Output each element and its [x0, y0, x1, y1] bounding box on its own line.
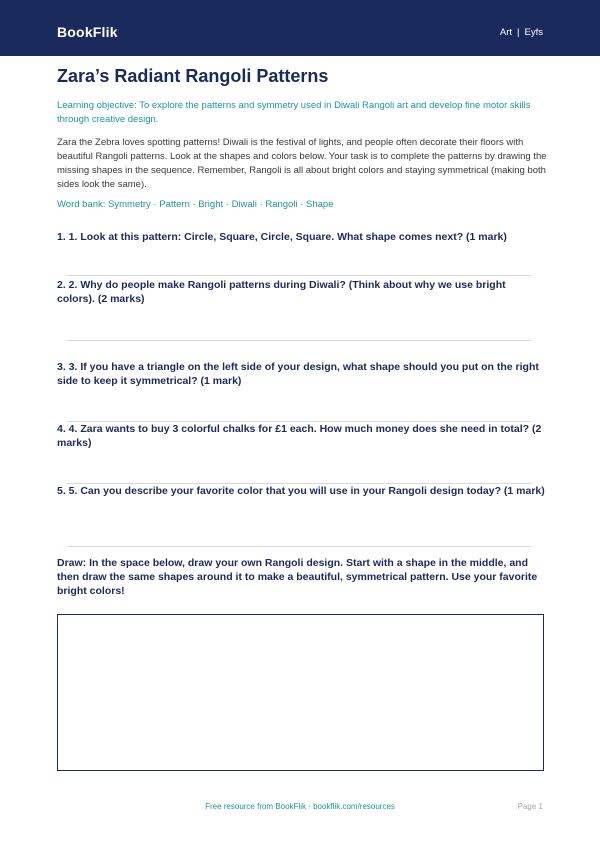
answer-line-5[interactable] [67, 546, 531, 547]
footer-text[interactable]: Free resource from BookFlik · bookflik.com/resources [205, 802, 395, 811]
question-2: 2. 2. Why do people make Rangoli patterns during Diwali? (Think about why we use bright colors). (2 marks) [57, 279, 506, 305]
drawing-area[interactable] [57, 614, 544, 771]
question-3: 3. 3. If you have a triangle on the left side of your design, what shape should you put on the right side to keep it symmetrical? (1 mark) [57, 361, 539, 387]
page-number: Page 1 [517, 802, 543, 811]
tag-separator: | [517, 27, 520, 38]
answer-line-2[interactable] [67, 340, 531, 341]
answer-line-1[interactable] [67, 275, 531, 276]
question-5: 5. 5. Can you describe your favorite color that you will use in your Rangoli design today? (1 mark) [57, 485, 545, 497]
page-title: Zara’s Radiant Rangoli Patterns [57, 66, 329, 86]
question-4: 4. 4. Zara wants to buy 3 colorful chalks for £1 each. How much money does she need in total? (2 marks) [57, 423, 542, 449]
header-bar [0, 0, 600, 56]
subject-tags [500, 27, 543, 38]
subject-tag: Art [499, 27, 513, 38]
question-1: 1. 1. Look at this pattern: Circle, Square, Circle, Square. What shape comes next? (1 mark) [57, 231, 507, 243]
brand-logo[interactable]: BookFlik [57, 24, 118, 40]
level-tag: Eyfs [524, 27, 543, 38]
intro-paragraph: Zara the Zebra loves spotting patterns! Diwali is the festival of lights, and people often decorate their floors with beautiful Rangoli patterns. Look at the shapes and colors below. Your task is to complete the patterns by drawing the missing shapes in the sequence. Remember, Rangoli is all about bright colors and staying symmetrical (making both sides look the same). [57, 137, 547, 190]
draw-prompt: Draw: In the space below, draw your own Rangoli design. Start with a shape in the middle, and then draw the same shapes around it to make a beautiful, symmetrical pattern. Use your favorite bright colors! [57, 557, 538, 597]
learning-objective: Learning objective: To explore the patterns and symmetry used in Diwali Rangoli art and develop fine motor skills through creative design. [57, 100, 531, 125]
word-bank: Word bank: Symmetry · Pattern · Bright · Diwali · Rangoli · Shape [57, 199, 334, 210]
